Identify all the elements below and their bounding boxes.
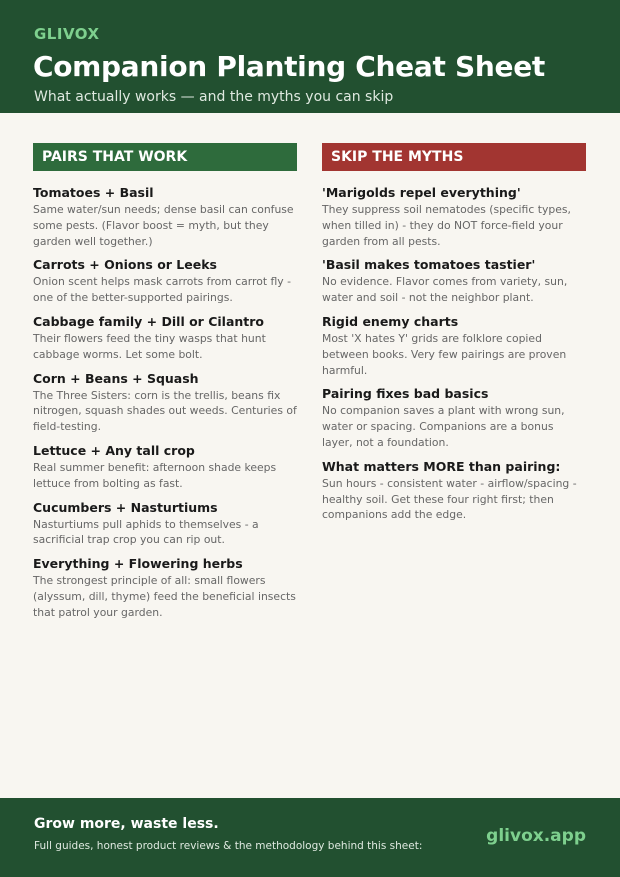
myth-item: [322, 458, 586, 523]
pair-description: The Three Sisters: corn is the trellis, beans fix nitrogen, squash shades out weeds. Centuries of field-testing.: [33, 388, 297, 434]
myth-item: [322, 256, 586, 306]
pair-title: Cabbage family + Dill or Cilantro: [33, 313, 264, 329]
pair-item: [33, 442, 297, 492]
pair-item: [33, 555, 297, 620]
pair-item: [33, 256, 297, 306]
myth-description: They suppress soil nematodes (specific types, when tilled in) - they do NOT force-field your garden from all pests.: [322, 203, 571, 248]
pair-title: Carrots + Onions or Leeks: [33, 257, 217, 273]
myth-item: [322, 385, 586, 450]
pair-item: [33, 370, 297, 435]
pairs-column: [33, 143, 297, 628]
myth-description: No evidence. Flavor comes from variety, sun, water and soil - not the neighbor plant.: [322, 275, 568, 305]
pair-description: Same water/sun needs; dense basil can confuse some pests. (Flavor boost = myth, but they garden well together.): [33, 203, 294, 248]
pair-title: Cucumbers + Nasturtiums: [33, 499, 218, 515]
myth-item: [322, 313, 586, 378]
pair-description: Their flowers feed the tiny wasps that hunt cabbage worms. Let some bolt.: [33, 331, 266, 361]
pair-description: The strongest principle of all: small flowers (alyssum, dill, thyme) feed the beneficial insects that patrol your garden.: [33, 574, 296, 619]
pair-title: Everything + Flowering herbs: [33, 556, 243, 572]
myth-description: No companion saves a plant with wrong sun, water or spacing. Companions are a bonus layer, not a foundation.: [322, 404, 565, 449]
page-title: Companion Planting Cheat Sheet: [33, 50, 545, 83]
myth-title: Pairing fixes bad basics: [322, 386, 489, 402]
myths-column: [322, 143, 586, 530]
myth-description: Sun hours - consistent water - airflow/spacing - healthy soil. Get these four right first; then companions add the edge.: [322, 476, 577, 522]
header-banner: [0, 0, 620, 113]
pair-item: [33, 499, 297, 549]
footer-banner: [0, 798, 620, 877]
footer-note: Full guides, honest product reviews & the methodology behind this sheet:: [34, 840, 423, 852]
myths-heading: SKIP THE MYTHS: [322, 143, 586, 171]
myth-title: Rigid enemy charts: [322, 313, 459, 329]
myth-title: What matters MORE than pairing:: [322, 458, 561, 474]
footer-website-link[interactable]: glivox.app: [486, 826, 586, 846]
pair-description: Nasturtiums pull aphids to themselves - a sacrificial trap crop you can rip out.: [33, 517, 259, 547]
myth-title: 'Marigolds repel everything': [322, 185, 521, 200]
pair-title: Tomatoes + Basil: [33, 185, 154, 200]
pair-description: Real summer benefit: afternoon shade keeps lettuce from bolting as fast.: [33, 460, 277, 490]
footer-tagline: Grow more, waste less.: [34, 816, 219, 832]
myth-description: Most 'X hates Y' grids are folklore copied between books. Very few pairings are proven harmful.: [322, 331, 567, 377]
pair-item: [33, 313, 297, 363]
pair-title: Lettuce + Any tall crop: [33, 442, 195, 458]
pair-item: [33, 184, 297, 249]
myth-item: [322, 184, 586, 249]
pair-description: Onion scent helps mask carrots from carrot fly - one of the better-supported pairings.: [33, 275, 292, 305]
pair-title: Corn + Beans + Squash: [33, 370, 199, 386]
page-subtitle: What actually works — and the myths you can skip: [34, 89, 394, 105]
brand-logo: GLIVOX: [34, 25, 100, 43]
myth-title: 'Basil makes tomatoes tastier': [322, 257, 536, 273]
pairs-heading: PAIRS THAT WORK: [33, 143, 297, 171]
